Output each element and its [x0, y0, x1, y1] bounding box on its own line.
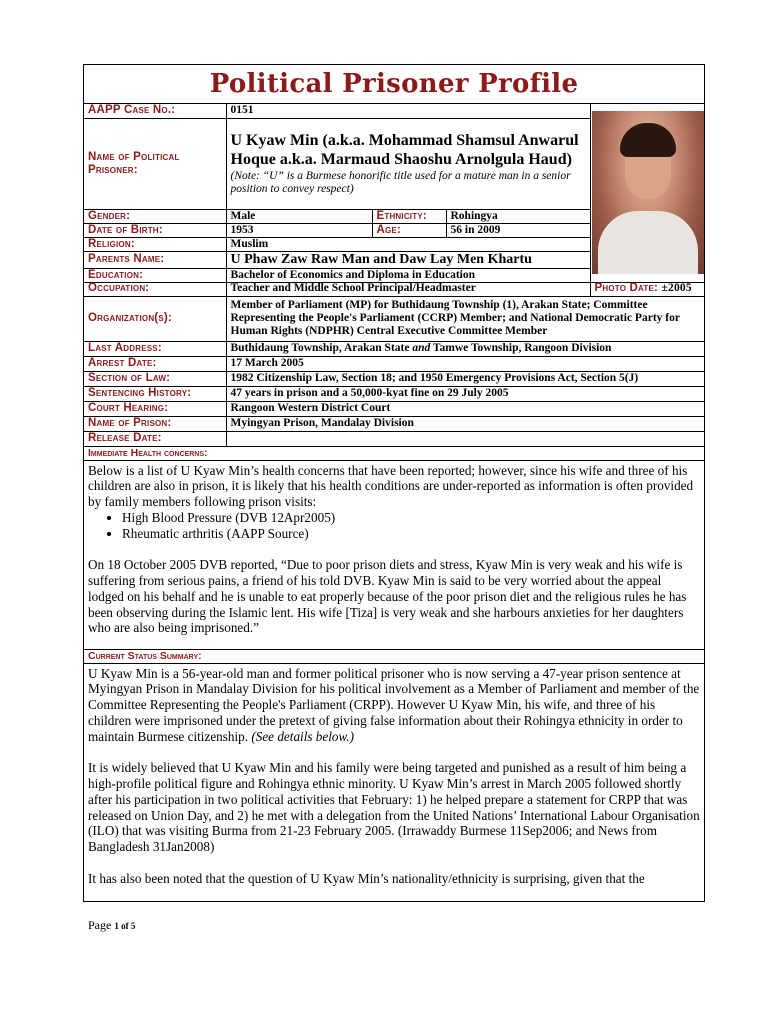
ethnicity-label: Ethnicity: — [372, 209, 446, 223]
occupation-value: Teacher and Middle School Principal/Headmaster — [226, 282, 590, 297]
page-footer — [88, 918, 135, 933]
dob-label: Date of Birth: — [84, 223, 226, 237]
education-label: Education: — [84, 268, 226, 282]
court-label: Court Hearing: — [84, 401, 226, 416]
photo-date-cell — [590, 282, 705, 297]
arrest-date-value: 17 March 2005 — [226, 356, 705, 371]
health-list — [88, 510, 700, 542]
prison-label: Name of Prison: — [84, 416, 226, 431]
status-paragraph-2: It is widely believed that U Kyaw Min and his family were being targeted and punished as a result of him being a high-profile political figure and Rohingya ethnic minority. U Kyaw Min’s arrest in March 2005 followed shortly after his participation in two political activities that February: 1) he helped prepare a statement for CRPP that was released on Union Day, and 2) he met with a delegation from the United Nations’ International Labour Organisation (ILO) that was visiting Burma from 21-23 February 2005. (Irrawaddy Burmese 11Sep2006; and News from Bangladesh 31Jan2008) — [88, 760, 700, 855]
profile-table-3 — [84, 296, 705, 447]
religion-label: Religion: — [84, 237, 226, 251]
profile-table-2 — [84, 282, 705, 298]
organizations-label: Organization(s): — [84, 296, 226, 341]
case-no-value: 0151 — [226, 104, 590, 118]
document-title: Political Prisoner Profile — [84, 65, 704, 104]
last-address-label: Last Address: — [84, 341, 226, 356]
last-address-value: Buthidaung Township, Arakan State and Tamwe Township, Rangoon Division — [226, 341, 705, 356]
health-item: • Rheumatic arthritis (AAPP Source) — [122, 526, 700, 542]
health-report: On 18 October 2005 DVB reported, “Due to poor prison diets and stress, Kyaw Min is very weak and his wife is suffering from serious pains, a friend of his told DVB. Kyaw Min is said to be very worried about the appeal lodged on his behalf and he is unable to eat properly because of the poor prison diet and the religious rules he has been observing during the Islamic lent. His wife [Tiza] is very weak and she harbours anxieties for her daughters who are also being imprisoned.” — [88, 557, 687, 636]
photo-date-label: Photo Date: — [594, 282, 659, 295]
status-heading: Current Status Summary: — [84, 649, 704, 664]
prisoner-photo — [592, 111, 704, 274]
status-paragraph-1: U Kyaw Min is a 56-year-old man and former political prisoner who is now serving a 47-year prison sentence at Myingyan Prison in Mandalay Division for his political involvement as a Member of Parliament and member of the Committee Representing the People's Parliament (CRPP). However U Kyaw Min, his wife, and three of his children were imprisoned under the pretext of giving false information about their Rohingya ethnicity in order to maintain Burmese citizenship. (See details below.) — [88, 665, 700, 744]
profile-document — [83, 64, 705, 902]
page-word: Page — [88, 918, 112, 932]
section-of-law-value: 1982 Citizenship Law, Section 18; and 1950 Emergency Provisions Act, Section 5(J) — [226, 371, 705, 386]
health-heading: Immediate Health concerns: — [84, 447, 704, 461]
health-intro: Below is a list of U Kyaw Min’s health concerns that have been reported; however, since his wife and three of his children are also in prison, it is likely that his health conditions are under-reported as information is often provided by family members following prison visits: — [88, 462, 694, 510]
release-value — [226, 431, 705, 446]
name-note: (Note: “U” is a Burmese honorific title used for a mature man in a senior position to convey respect) — [230, 170, 571, 195]
profile-table — [84, 104, 705, 283]
name-label: Name of Political Prisoner: — [84, 118, 226, 209]
arrest-date-label: Arrest Date: — [84, 356, 226, 371]
release-label: Release Date: — [84, 431, 226, 446]
name-cell — [226, 118, 590, 209]
sentencing-label: Sentencing History: — [84, 386, 226, 401]
photo-date-value: ±2005 — [661, 282, 692, 295]
court-value: Rangoon Western District Court — [226, 401, 705, 416]
health-item: • High Blood Pressure (DVB 12Apr2005) — [122, 510, 700, 526]
status-section — [84, 664, 704, 887]
ethnicity-value: Rohingya — [446, 209, 590, 223]
health-section — [84, 461, 704, 649]
sentencing-value: 47 years in prison and a 50,000-kyat fine on 29 July 2005 — [226, 386, 705, 401]
status-paragraph-3: It has also been noted that the question of U Kyaw Min’s nationality/ethnicity is surprising, given that the — [88, 870, 645, 886]
parents-label: Parents Name: — [84, 251, 226, 268]
gender-label: Gender: — [84, 209, 226, 223]
section-of-law-label: Section of Law: — [84, 371, 226, 386]
prisoner-name: U Kyaw Min (a.k.a. Mohammad Shamsul Anwarul Hoque a.k.a. Marmaud Shaoshu Arnolgula Haud) — [230, 132, 579, 168]
age-label: Age: — [372, 223, 446, 237]
dob-value: 1953 — [226, 223, 372, 237]
status-note: (See details below.) — [251, 728, 355, 744]
case-no-label: AAPP Case No.: — [84, 104, 226, 118]
organizations-value: Member of Parliament (MP) for Buthidaung Township (1), Arakan State; Committee Representing the People's Parliament (CCRP) Member; and National Democratic Party for Human Rights (NDPHR) Central Executive Committee Member — [226, 296, 705, 341]
gender-value: Male — [226, 209, 372, 223]
religion-value: Muslim — [226, 237, 590, 251]
photo-cell — [590, 104, 705, 282]
age-value: 56 in 2009 — [446, 223, 590, 237]
parents-value: U Phaw Zaw Raw Man and Daw Lay Men Khartu — [226, 251, 590, 268]
education-value: Bachelor of Economics and Diploma in Education — [226, 268, 590, 282]
occupation-label: Occupation: — [84, 282, 226, 297]
page-number: 1 of 5 — [114, 921, 136, 931]
prison-value: Myingyan Prison, Mandalay Division — [226, 416, 705, 431]
